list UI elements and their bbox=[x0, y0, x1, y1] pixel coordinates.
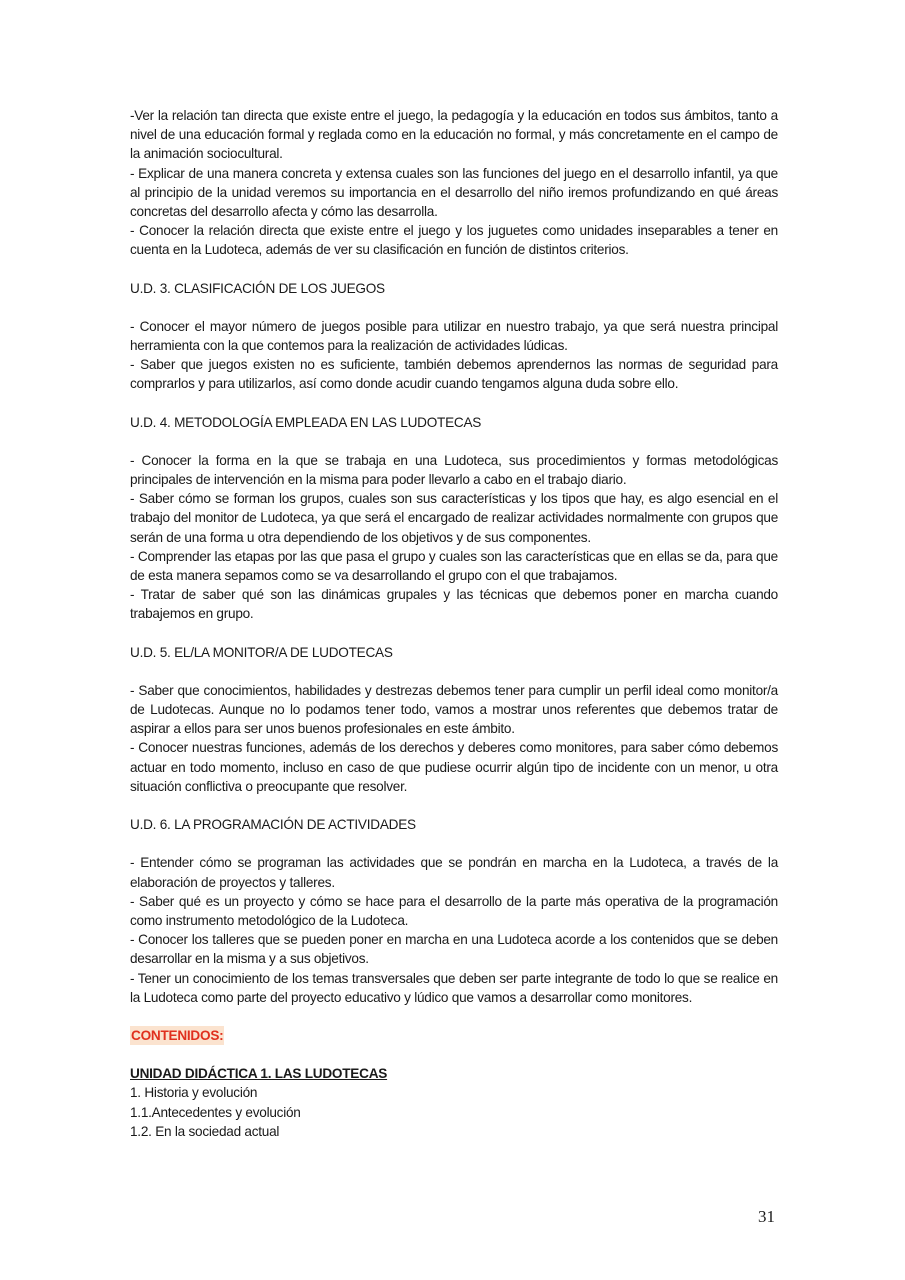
ud6-item: - Conocer los talleres que se pueden poner en marcha en una Ludoteca acorde a los contenidos que se deben desarrollar en la misma y a sus objetivos. bbox=[130, 932, 778, 967]
intro-paragraph: - Conocer la relación directa que existe entre el juego y los juguetes como unidades inseparables a tener en cuenta en la Ludoteca, además de ver su clasificación en función de distintos criterios. bbox=[130, 223, 778, 258]
ud6-item: - Saber qué es un proyecto y cómo se hace para el desarrollo de la parte más operativa de la programación como instrumento metodológico de la Ludoteca. bbox=[130, 893, 778, 928]
ud5-item: - Saber que conocimientos, habilidades y destrezas debemos tener para cumplir un perfil ideal como monitor/a de Ludotecas. Aunque no lo podamos tener todo, vamos a mostrar unos referentes que debemos tratar de aspirar a ellos para ser unos buenos profesionales en este ámbito. bbox=[130, 682, 778, 737]
intro-paragraph: - Explicar de una manera concreta y extensa cuales son las funciones del juego en el desarrollo infantil, ya que al principio de la unidad veremos su importancia en el desarrollo del niño iremos profundizando en qué áreas concretas del desarrollo afecta y cómo las desarrolla. bbox=[130, 165, 778, 220]
contents-item: 1.1.Antecedentes y evolución bbox=[130, 1104, 301, 1120]
unit-1-title: UNIDAD DIDÁCTICA 1. LAS LUDOTECAS bbox=[130, 1066, 388, 1082]
ud6-item: - Entender cómo se programan las actividades que se pondrán en marcha en la Ludoteca, a través de la elaboración de proyectos y talleres. bbox=[130, 855, 778, 890]
contents-item: 1. Historia y evolución bbox=[130, 1085, 258, 1101]
ud6-heading: U.D. 6. LA PROGRAMACIÓN DE ACTIVIDADES bbox=[130, 817, 416, 833]
ud5-item: - Conocer nuestras funciones, además de los derechos y deberes como monitores, para saber cómo debemos actuar en todo momento, incluso en caso de que pudiese ocurrir algún tipo de incidente con un menor, u otra situación conflictiva o preocupante que resolver. bbox=[130, 740, 778, 794]
intro-paragraph: -Ver la relación tan directa que existe entre el juego, la pedagogía y la educación en todos sus ámbitos, tanto a nivel de una educación formal y reglada como en la educación no formal, y más concretamente en el campo de la animación sociocultural. bbox=[130, 108, 778, 162]
ud3-item: - Conocer el mayor número de juegos posible para utilizar en nuestro trabajo, ya que será nuestra principal herramienta con la que contemos para la realización de actividades lúdicas. bbox=[130, 318, 778, 354]
ud4-heading: U.D. 4. METODOLOGÍA EMPLEADA EN LAS LUDOTECAS bbox=[130, 414, 482, 430]
ud4-item: - Comprender las etapas por las que pasa el grupo y cuales son las características que en ellas se da, para que de esta manera sepamos como se va desarrollando el grupo con el que trabajamos. bbox=[130, 548, 778, 584]
contenidos-heading: CONTENIDOS: bbox=[130, 1026, 224, 1045]
page-number: 31 bbox=[758, 1207, 775, 1226]
ud4-item: - Conocer la forma en la que se trabaja en una Ludoteca, sus procedimientos y formas metodológicas principales de intervención en la misma para poder llevarlo a cabo en el trabajo diario. bbox=[130, 452, 778, 488]
ud6-item: - Tener un conocimiento de los temas transversales que deben ser parte integrante de todo lo que se realice en la Ludoteca como parte del proyecto educativo y lúdico que vamos a desarrollar como monitores. bbox=[130, 970, 778, 1005]
document-page bbox=[130, 106, 778, 1141]
ud3-heading: U.D. 3. CLASIFICACIÓN DE LOS JUEGOS bbox=[130, 280, 385, 296]
ud5-heading: U.D. 5. EL/LA MONITOR/A DE LUDOTECAS bbox=[130, 644, 393, 660]
ud4-item: - Saber cómo se forman los grupos, cuales son sus características y los tipos que hay, es algo esencial en el trabajo del monitor de Ludoteca, ya que será el encargado de realizar actividades normalmente con grupos que serán de una forma u otra dependiendo de los objetivos y de sus componentes. bbox=[130, 491, 778, 545]
ud4-item: - Tratar de saber qué son las dinámicas grupales y las técnicas que debemos poner en marcha cuando trabajemos en grupo. bbox=[130, 587, 778, 622]
ud3-item: - Saber que juegos existen no es suficiente, también debemos aprendernos las normas de seguridad para comprarlos y para utilizarlos, así como donde acudir cuando tengamos alguna duda sobre ello. bbox=[130, 357, 778, 392]
contents-item: 1.2. En la sociedad actual bbox=[130, 1123, 280, 1139]
